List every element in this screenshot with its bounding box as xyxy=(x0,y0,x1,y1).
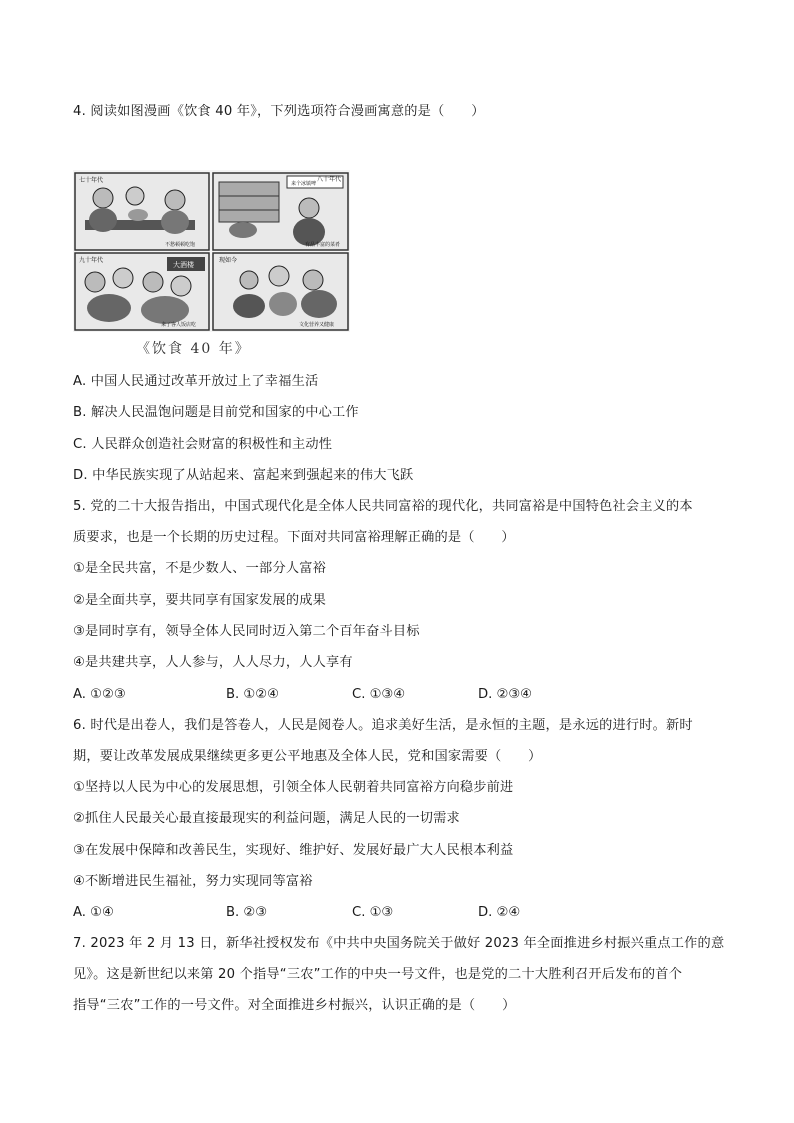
panel-4-note: 文化营养又健康 xyxy=(299,322,335,328)
question-5-option-d[interactable]: D. ②③④ xyxy=(478,687,533,702)
question-6-item-3: ③在发展中保障和改善民生，实现好、维护好、发展好最广大人民根本利益 xyxy=(73,843,514,858)
question-5-item-4: ④是共建共享，人人参与，人人尽力，人人享有 xyxy=(73,655,353,670)
cartoon-illustration xyxy=(73,170,350,332)
question-7-stem-line-2: 见》。这是新世纪以来第 20 个指导“三农”工作的中央一号文件，也是党的二十大胜利召开后发布的首个 xyxy=(73,967,683,982)
panel-2-sign: 有品丰富的菜肴 xyxy=(305,242,341,248)
question-6-item-2: ②抓住人民最关心最直接最现实的利益问题，满足人民的一切需求 xyxy=(73,811,460,826)
panel-1-era: 七十年代 xyxy=(79,177,104,184)
panel-3-note: 来了客人饭店吃 xyxy=(161,322,197,328)
panel-1-note: 不愁顿顿吃饱 xyxy=(165,242,196,248)
question-5-item-1: ①是全民共富，不是少数人、一部分人富裕 xyxy=(73,561,326,576)
question-4-option-c[interactable]: C. 人民群众创造社会财富的积极性和主动性 xyxy=(73,437,333,452)
question-6-option-c[interactable]: C. ①③ xyxy=(352,905,394,920)
panel-3-era: 九十年代 xyxy=(79,257,104,264)
panel-2-note: 来个冰镇啤 xyxy=(291,181,317,187)
panel-4-era: 现如今 xyxy=(219,257,238,264)
question-6-item-1: ①坚持以人民为中心的发展思想，引领全体人民朝着共同富裕方向稳步前进 xyxy=(73,780,514,795)
question-5-stem-line-2: 质要求，也是一个长期的历史过程。下面对共同富裕理解正确的是（ ） xyxy=(73,530,515,545)
question-6-option-b[interactable]: B. ②③ xyxy=(226,905,268,920)
question-4-option-a[interactable]: A. 中国人民通过改革开放过上了幸福生活 xyxy=(73,374,319,389)
question-5-item-2: ②是全面共享，要共同享有国家发展的成果 xyxy=(73,593,326,608)
question-6-stem-line-2: 期，要让改革发展成果继续更多更公平地惠及全体人民，党和国家需要（ ） xyxy=(73,749,542,764)
question-6-option-a[interactable]: A. ①④ xyxy=(73,905,114,920)
question-5-stem-line-1: 5. 党的二十大报告指出，中国式现代化是全体人民共同富裕的现代化，共同富裕是中国特色社会主义的本 xyxy=(73,499,693,514)
question-4-option-d[interactable]: D. 中华民族实现了从站起来、富起来到强起来的伟大飞跃 xyxy=(73,468,414,483)
question-5-option-a[interactable]: A. ①②③ xyxy=(73,687,126,702)
question-5-item-3: ③是同时享有，领导全体人民同时迈入第二个百年奋斗目标 xyxy=(73,624,420,639)
question-5-option-c[interactable]: C. ①③④ xyxy=(352,687,406,702)
question-6-stem-line-1: 6. 时代是出卷人，我们是答卷人，人民是阅卷人。追求美好生活，是永恒的主题，是永远的进行时。新时 xyxy=(73,718,693,733)
question-4-stem: 4. 阅读如图漫画《饮食 40 年》，下列选项符合漫画寓意的是（ ） xyxy=(73,104,485,119)
question-7-stem-line-1: 7. 2023 年 2 月 13 日，新华社授权发布《中共中央国务院关于做好 2023 年全面推进乡村振兴重点工作的意 xyxy=(73,936,725,951)
question-7-stem-line-3: 指导“三农”工作的一号文件。对全面推进乡村振兴，认识正确的是（ ） xyxy=(73,998,516,1013)
panel-2-era: 八十年代 xyxy=(317,176,342,183)
panel-3-tag: 大酒楼 xyxy=(173,261,194,269)
question-6-option-d[interactable]: D. ②④ xyxy=(478,905,521,920)
cartoon-caption: 《饮食 40 年》 xyxy=(136,341,251,357)
question-5-option-b[interactable]: B. ①②④ xyxy=(226,687,279,702)
question-6-item-4: ④不断增进民生福祉，努力实现同等富裕 xyxy=(73,874,313,889)
question-4-option-b[interactable]: B. 解决人民温饱问题是目前党和国家的中心工作 xyxy=(73,405,359,420)
cartoon-image xyxy=(73,170,350,332)
